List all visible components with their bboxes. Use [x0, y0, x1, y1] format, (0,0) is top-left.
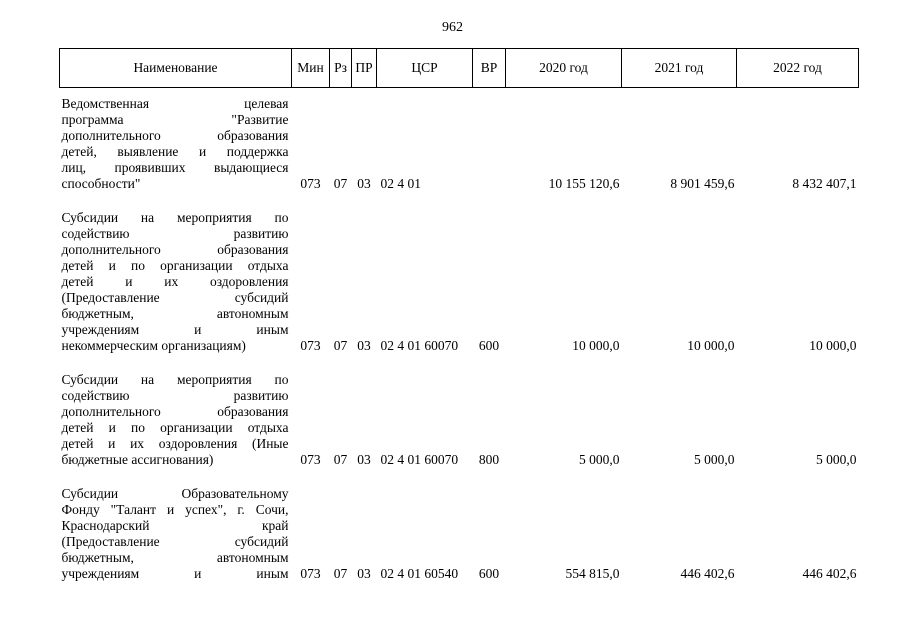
row-pr: 03 — [357, 176, 371, 191]
name-line: (Предоставление субсидий — [61, 534, 289, 549]
name-line: детей и их оздоровления (Иные — [61, 436, 289, 451]
name-line: Краснодарский край — [61, 518, 289, 533]
row-2020: 554 815,0 — [565, 566, 620, 581]
header-csr: ЦСР — [377, 49, 473, 88]
row-rz: 07 — [333, 452, 348, 467]
header-min: Мин — [292, 49, 330, 88]
row-pr: 03 — [357, 338, 371, 353]
row-csr: 02 4 01 60070 — [380, 338, 459, 353]
row-vr: 600 — [478, 566, 500, 581]
name-line: учреждениям и иным — [61, 566, 289, 581]
row-vr: 600 — [478, 338, 500, 353]
row-2022: 446 402,6 — [802, 566, 857, 581]
row-2021: 10 000,0 — [687, 338, 735, 353]
row-2021: 446 402,6 — [680, 566, 735, 581]
name-line: детей и их оздоровления — [61, 274, 289, 289]
row-min: 073 — [300, 338, 321, 353]
table-row — [60, 210, 859, 372]
header-rz: Рз — [330, 49, 352, 88]
name-line: программа "Развитие — [61, 112, 289, 127]
row-2022: 5 000,0 — [816, 452, 857, 467]
name-line: Ведомственная целевая — [61, 96, 289, 111]
header-2021: 2021 год — [622, 49, 737, 88]
table-row — [60, 372, 859, 486]
row-vr: 800 — [478, 452, 500, 467]
name-line: Субсидии Образовательному — [61, 486, 289, 501]
name-line: дополнительного образования — [61, 404, 289, 419]
table-row — [60, 88, 859, 211]
header-2022: 2022 год — [737, 49, 859, 88]
header-name: Наименование — [60, 49, 292, 88]
name-line: содействию развитию — [61, 388, 289, 403]
row-min: 073 — [300, 452, 321, 467]
name-line: лиц, проявивших выдающиеся — [61, 160, 289, 175]
name-line: Субсидии на мероприятия по — [61, 210, 289, 225]
row-2021: 8 901 459,6 — [670, 176, 735, 191]
name-line: учреждениям и иным — [61, 322, 289, 337]
row-min: 073 — [300, 566, 321, 581]
header-pr: ПР — [352, 49, 377, 88]
name-line: содействию развитию — [61, 226, 289, 241]
name-line: (Предоставление субсидий — [61, 290, 289, 305]
name-line: некоммерческим организациям) — [61, 338, 246, 353]
row-name — [60, 372, 292, 486]
name-line: способности" — [61, 176, 141, 191]
row-pr: 03 — [357, 452, 371, 467]
row-rz: 07 — [333, 338, 348, 353]
row-name — [60, 210, 292, 372]
name-line: детей, выявление и поддержка — [61, 144, 289, 159]
row-name — [60, 486, 292, 582]
name-line: детей и по организации отдыха — [61, 420, 289, 435]
name-line: дополнительного образования — [61, 242, 289, 257]
row-2020: 10 000,0 — [572, 338, 620, 353]
row-2022: 10 000,0 — [809, 338, 857, 353]
name-line: бюджетным, автономным — [61, 550, 289, 565]
name-line: Субсидии на мероприятия по — [61, 372, 289, 387]
row-pr: 03 — [357, 566, 371, 581]
row-csr: 02 4 01 — [380, 176, 421, 191]
row-2022: 8 432 407,1 — [792, 176, 857, 191]
name-line: детей и по организации отдыха — [61, 258, 289, 273]
page-number: 962 — [442, 20, 463, 35]
name-line: Фонду "Талант и успех", г. Сочи, — [61, 502, 289, 517]
row-rz: 07 — [333, 176, 348, 191]
row-min: 073 — [300, 176, 321, 191]
header-vr: ВР — [473, 49, 506, 88]
row-2020: 5 000,0 — [579, 452, 620, 467]
budget-table — [59, 48, 859, 582]
row-vr — [473, 88, 506, 211]
row-2020: 10 155 120,6 — [548, 176, 620, 191]
row-csr: 02 4 01 60540 — [380, 566, 459, 581]
name-line: дополнительного образования — [61, 128, 289, 143]
row-csr: 02 4 01 60070 — [380, 452, 459, 467]
row-rz: 07 — [333, 566, 348, 581]
row-2021: 5 000,0 — [694, 452, 735, 467]
header-2020: 2020 год — [506, 49, 622, 88]
row-name — [60, 88, 292, 211]
table-header-row — [60, 49, 859, 88]
name-line: бюджетным, автономным — [61, 306, 289, 321]
name-line: бюджетные ассигнования) — [61, 452, 214, 467]
table-row — [60, 486, 859, 582]
